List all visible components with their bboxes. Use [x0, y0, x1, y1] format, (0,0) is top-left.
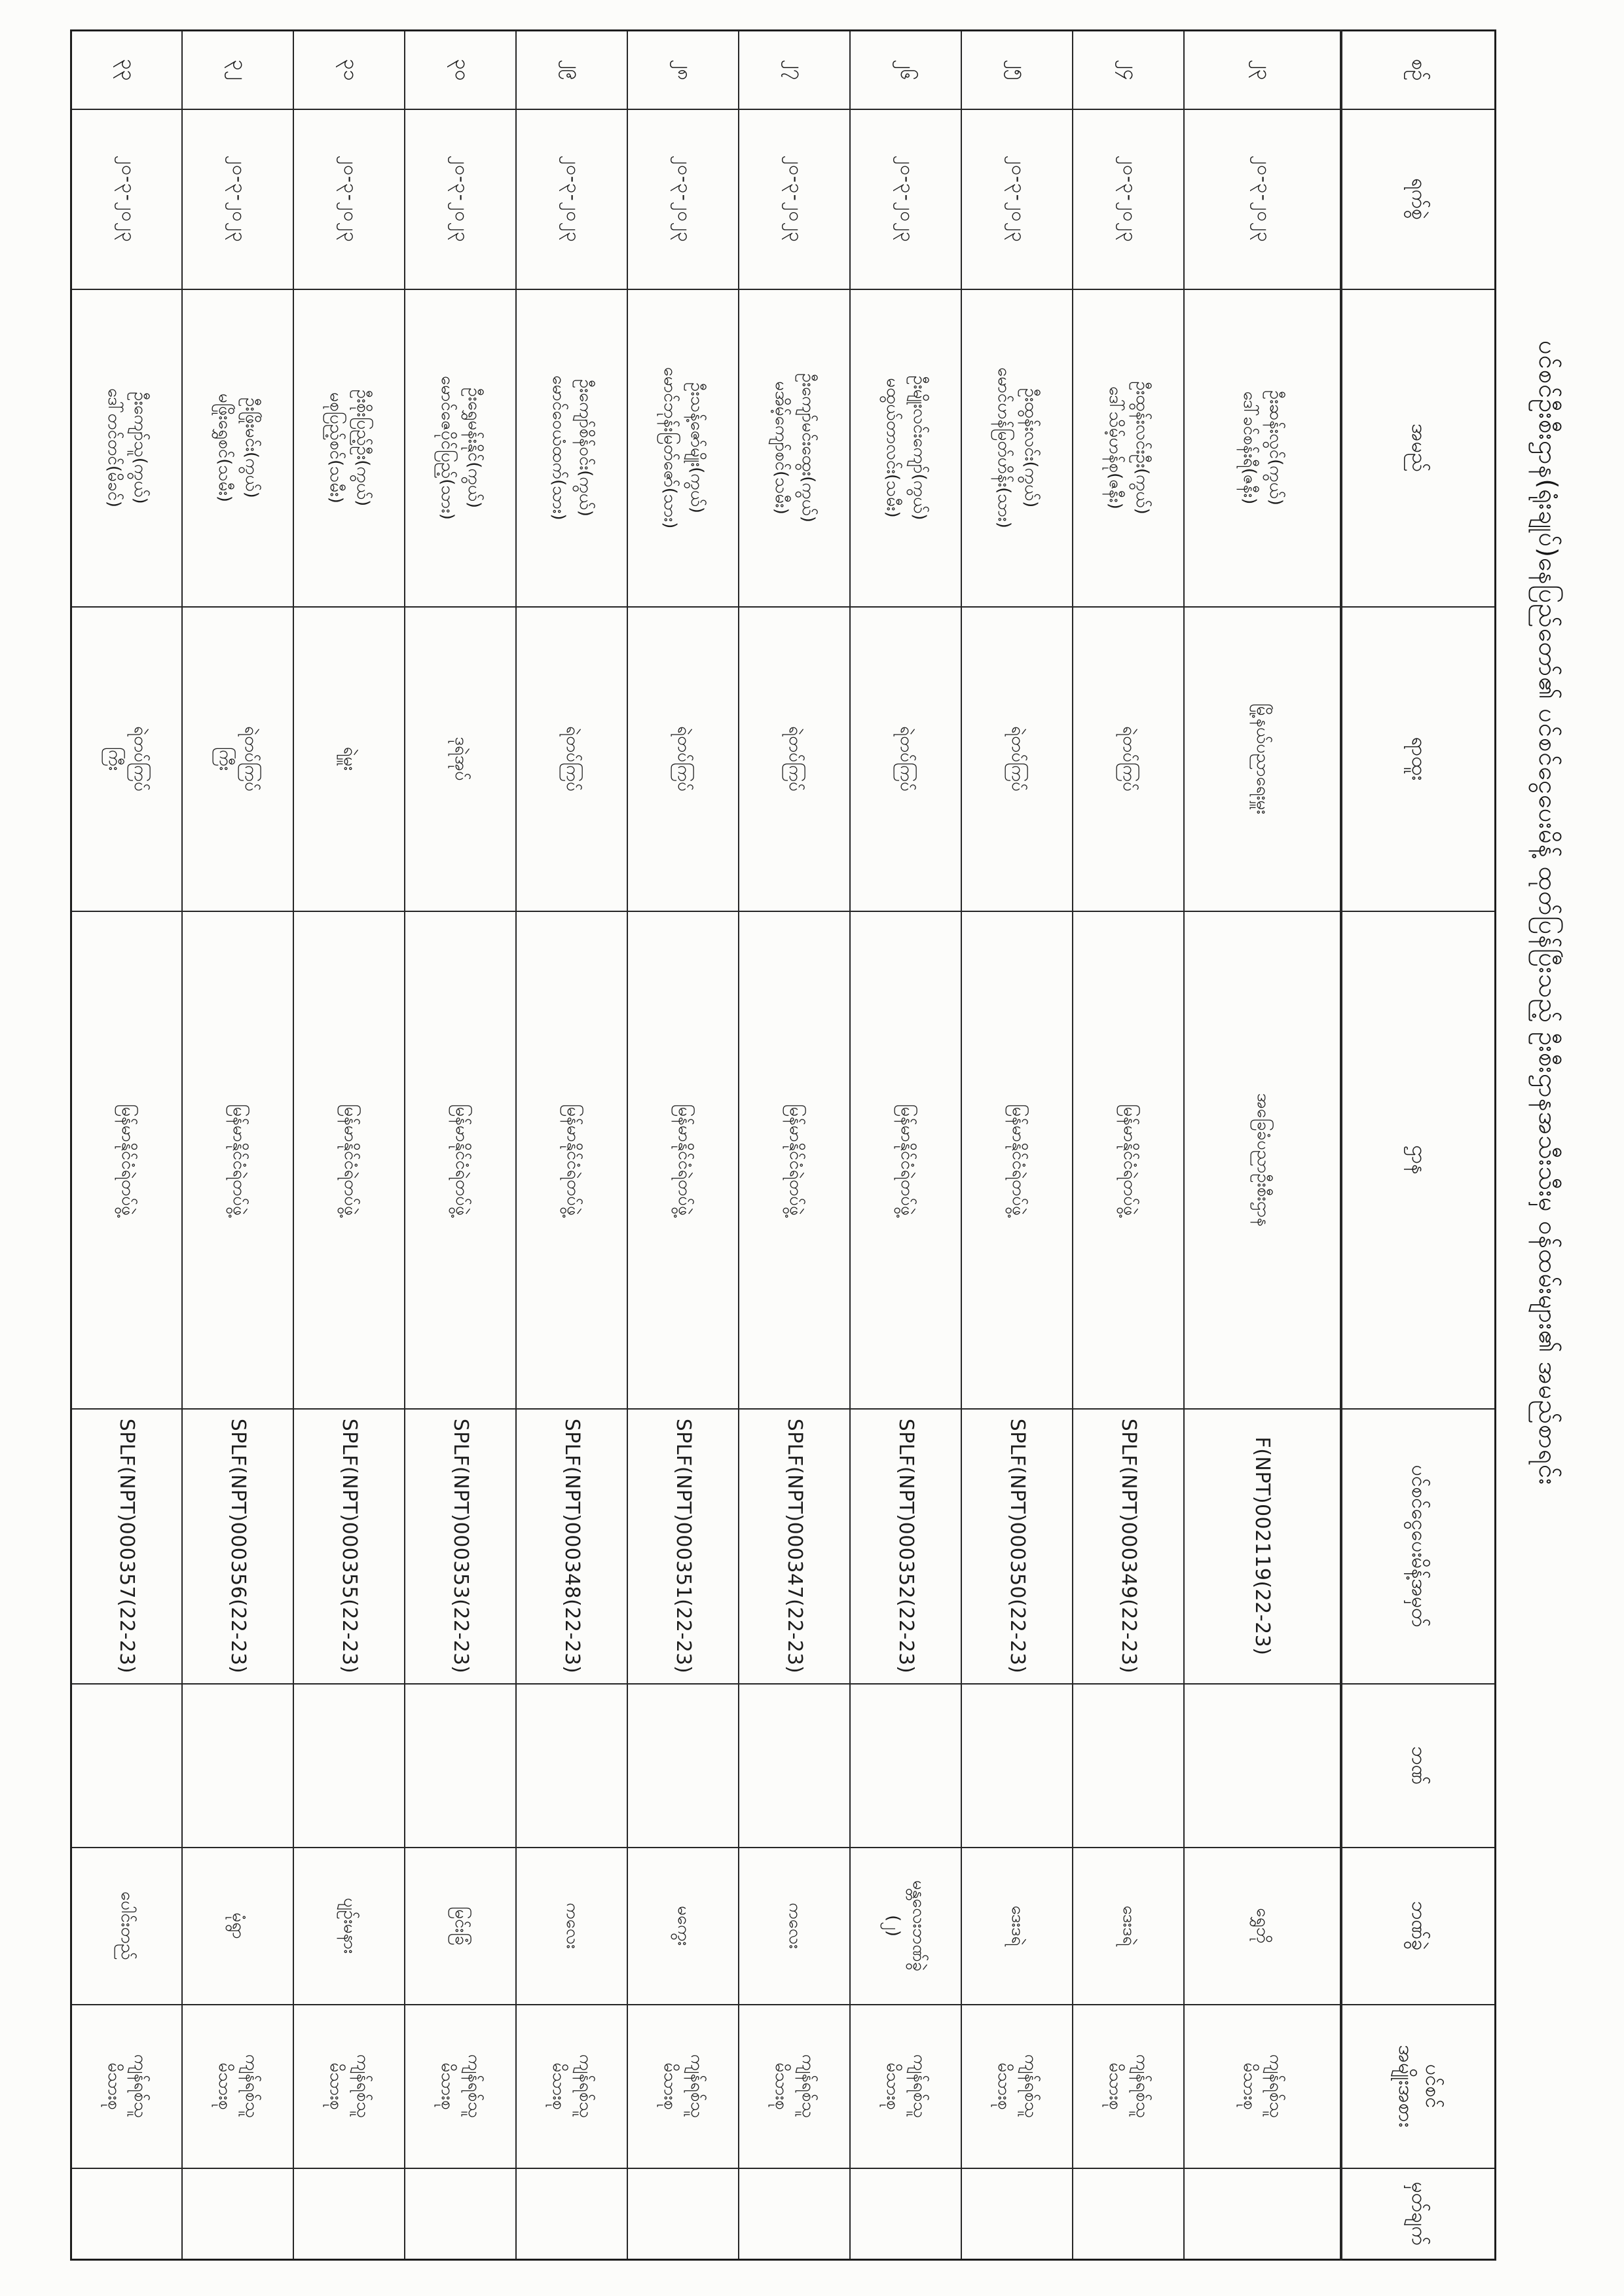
cell-sn	[1185, 31, 1342, 109]
cell-text: ဦးမျိုးလင်းကျော်(ကွယ်)	[909, 375, 929, 520]
cell-text: ၂၄	[1118, 59, 1141, 81]
cell-text: ၂၀-၃-၂၀၂၃	[785, 155, 807, 243]
cell-dept	[1073, 911, 1185, 1409]
cell-remark	[962, 2168, 1073, 2260]
cell-text: ဒုရဲအုပ်	[451, 737, 471, 781]
cell-text: ၂၀-၃-၂၀၂၃	[340, 155, 362, 243]
cell-date	[294, 109, 405, 289]
cell-text: ကျန်ရစ်သူ	[241, 2054, 261, 2119]
cell-text: ၂၀-၃-၂၀၂၃	[1008, 155, 1030, 243]
cell-branch	[517, 1848, 628, 2005]
column-header-dept	[1342, 911, 1496, 1409]
cell-text: ၂၉	[562, 59, 585, 81]
cell-text: SPLF(NPT)000351(22-23)	[672, 1418, 695, 1674]
cell-text: မန္တလေးဘဏ်ခွဲ	[909, 1880, 929, 1972]
cell-ptype	[1185, 2005, 1342, 2168]
cell-text-line2: မိသားစု	[215, 2062, 235, 2110]
column-header-label: ရာထူး	[1407, 737, 1431, 781]
column-header-label-line2: အမျိုးအစား	[1394, 2045, 1418, 2128]
cell-ptype	[183, 2005, 294, 2168]
cell-text: ကျန်ရစ်သူ	[464, 2054, 484, 2119]
cell-text: ရဲတပ်ကြပ်	[130, 726, 150, 792]
cell-sn	[628, 31, 739, 109]
cell-rank	[739, 607, 851, 911]
cell-text-line2: ဒေါ်ခင်စန်းရီ(ဇနီး)	[1240, 391, 1259, 505]
cell-ptype	[405, 2005, 517, 2168]
cell-text: SPLF(NPT)000356(22-23)	[227, 1418, 249, 1674]
cell-dept	[628, 911, 739, 1409]
cell-text: အခြေခံပညာဦးစီးဌာန	[1253, 1093, 1274, 1227]
cell-text: ၃၁	[339, 58, 362, 81]
cell-text-line2: မောင်ဟန်မြတ်ဟိန်း(သား)	[994, 367, 1014, 528]
cell-text: မြန်မာနိုင်ငံရဲတပ်ဖွဲ့	[118, 1104, 138, 1216]
cell-text: ၂၃	[1252, 59, 1276, 81]
cell-text: ရဲတပ်ကြပ်	[1119, 726, 1139, 792]
cell-payno	[517, 1409, 628, 1684]
cell-text: ဦးကျော်သူ(ကွယ်)	[130, 392, 151, 504]
cell-dept	[71, 911, 183, 1409]
cell-text: ဦးထွန်းလင်းဦး(ကွယ်)	[1132, 381, 1152, 515]
cell-text: မြန်မာနိုင်ငံရဲတပ်ဖွဲ့	[674, 1104, 694, 1216]
cell-remark	[739, 2168, 851, 2260]
cell-remark	[1073, 2168, 1185, 2260]
cell-bank	[71, 1684, 183, 1848]
cell-text: SPLF(NPT)000355(22-23)	[338, 1418, 361, 1674]
cell-branch	[1073, 1848, 1185, 2005]
table-row	[294, 31, 405, 2260]
table-row	[962, 31, 1073, 2260]
cell-payno	[962, 1409, 1073, 1684]
cell-text: ၂၀-၃-၂၀၂၃	[229, 155, 251, 243]
cell-ptype	[628, 2005, 739, 2168]
cell-sn	[294, 31, 405, 109]
column-header-bank	[1342, 1684, 1496, 1848]
cell-text: ရဲတပ်ကြပ်	[674, 726, 693, 792]
cell-bank	[405, 1684, 517, 1848]
column-header-label: ဘဏ်ခွဲ	[1407, 1901, 1431, 1951]
table-row	[851, 31, 962, 2260]
cell-text: ကျန်ရစ်သူ	[909, 2054, 929, 2119]
cell-text: ၃၃	[117, 58, 140, 81]
cell-rank	[1073, 607, 1185, 911]
cell-remark	[628, 2168, 739, 2260]
cell-text: ကျန်ရစ်သူ	[686, 2054, 707, 2119]
cell-rank	[962, 607, 1073, 911]
column-header-name	[1342, 289, 1496, 607]
cell-bank	[1185, 1684, 1342, 1848]
cell-name	[1073, 289, 1185, 607]
cell-name	[405, 289, 517, 607]
cell-text: မြန်မာနိုင်ငံရဲတပ်ဖွဲ့	[1120, 1104, 1139, 1216]
cell-text: ဦးသန့်ဇော်မျိုး(ကွယ်)	[686, 382, 707, 514]
cell-date	[183, 109, 294, 289]
cell-remark	[294, 2168, 405, 2260]
cell-dept	[517, 911, 628, 1409]
column-header-label: ဘဏ်	[1407, 1745, 1431, 1785]
cell-text-line2: ဒေါ်တင်တင်(မိခင်)	[103, 388, 124, 508]
cell-text-line2: ကြီး	[104, 746, 124, 771]
cell-text-line2: မောင်ဝေယံထက်(သား)	[549, 375, 569, 520]
cell-dept	[962, 911, 1073, 1409]
cell-text: ရဲတပ်ကြပ်	[785, 726, 805, 792]
cell-text-line2: မိသားစု	[1105, 2062, 1126, 2110]
cell-text: ကျန်ရစ်သူ	[1020, 2054, 1041, 2119]
cell-text-line2: မိသားစု	[326, 2062, 346, 2110]
cell-payno	[628, 1409, 739, 1684]
cell-date	[1185, 109, 1342, 289]
cell-text: ဦးကျော်စိန်ဝင်း(ကွယ်)	[575, 378, 595, 517]
cell-payno	[183, 1409, 294, 1684]
cell-branch	[183, 1848, 294, 2005]
cell-text: ရဲတပ်ကြပ်	[1008, 726, 1027, 792]
cell-text: မြန်မာနိုင်ငံရဲတပ်ဖွဲ့	[786, 1104, 805, 1216]
table-row	[517, 31, 628, 2260]
pension-list-table	[70, 29, 1496, 2261]
cell-date	[962, 109, 1073, 289]
cell-text: ကျန်ရစ်သူ	[798, 2054, 818, 2119]
table-row	[628, 31, 739, 2260]
cell-text-line2: မိသားစု	[883, 2062, 903, 2110]
column-header-label: အမည်	[1407, 424, 1431, 472]
cell-text: ရဲတပ်ကြပ်	[241, 726, 261, 792]
cell-payno	[71, 1409, 183, 1684]
cell-remark	[183, 2168, 294, 2260]
cell-text: ပျဉ်းမနား	[340, 1897, 360, 1954]
cell-text: ၂၀-၃-၂၀၂၃	[674, 155, 696, 243]
cell-text: မြန်မာနိုင်ငံရဲတပ်ဖွဲ့	[229, 1104, 249, 1216]
cell-text: ကျန်ရစ်သူ	[1266, 2054, 1286, 2119]
cell-text-line2: မစုပြည့်စင်(သမီး)	[326, 392, 346, 503]
cell-text-line2: မိသားစု	[437, 2062, 458, 2110]
column-header-label: စဉ်	[1407, 58, 1431, 81]
cell-text: SPLF(NPT)000357(22-23)	[115, 1418, 139, 1674]
cell-sn	[851, 31, 962, 109]
cell-text: ၂၆	[896, 59, 919, 81]
cell-text-line2: ကြီး	[215, 746, 236, 771]
cell-bank	[1073, 1684, 1185, 1848]
cell-date	[628, 109, 739, 289]
cell-dept	[739, 911, 851, 1409]
table-row	[183, 31, 294, 2260]
cell-text: မြန်မာနိုင်ငံရဲတပ်ဖွဲ့	[563, 1104, 583, 1216]
cell-ptype	[739, 2005, 851, 2168]
cell-text-line2: မအိမ့်ကျော်စင်(သမီး)	[771, 381, 792, 515]
cell-bank	[183, 1684, 294, 1848]
cell-text: ၂၀-၃-၂၀၂၃	[1253, 155, 1275, 243]
column-header-label: မှတ်ချက်	[1407, 2181, 1431, 2246]
table-row	[405, 31, 517, 2260]
cell-rank	[405, 607, 517, 911]
cell-name	[739, 289, 851, 607]
cell-branch	[739, 1848, 851, 2005]
cell-text: ရဲတပ်ကြပ်	[896, 726, 916, 792]
cell-branch	[405, 1848, 517, 2005]
table-row	[739, 31, 851, 2260]
cell-text: မြန်မာနိုင်ငံရဲတပ်ဖွဲ့	[452, 1104, 471, 1216]
cell-remark	[851, 2168, 962, 2260]
column-header-remark	[1342, 2168, 1496, 2260]
cell-name	[1185, 289, 1342, 607]
cell-payno	[739, 1409, 851, 1684]
cell-dept	[851, 911, 962, 1409]
cell-text: မြန်မာနိုင်ငံရဲတပ်ဖွဲ့	[897, 1104, 917, 1216]
cell-text-line2: ဒေါ်သိမ့်ဟန်စု(ဇနီး)	[1105, 386, 1126, 509]
cell-text: မကွေး	[674, 1905, 693, 1946]
cell-sn	[962, 31, 1073, 109]
cell-text: မြို့နယ်ပညာရေးမှူး	[1253, 703, 1273, 814]
cell-remark	[1185, 2168, 1342, 2260]
cell-text: SPLF(NPT)000353(22-23)	[449, 1418, 472, 1674]
cell-rank	[517, 607, 628, 911]
cell-date	[739, 109, 851, 289]
cell-text: ဒေးဒရဲ	[1119, 1905, 1139, 1946]
cell-bank	[294, 1684, 405, 1848]
cell-date	[71, 109, 183, 289]
cell-text: မြန်မာနိုင်ငံရဲတပ်ဖွဲ့	[341, 1104, 360, 1216]
cell-rank	[628, 607, 739, 911]
cell-name	[628, 289, 739, 607]
cell-dept	[183, 911, 294, 1409]
cell-text-line2: မိသားစု	[771, 2062, 792, 2110]
column-header-label: ပင်စင်ငွေပေးမိန့်အမှတ်	[1407, 1465, 1431, 1628]
column-header-payno	[1342, 1409, 1496, 1684]
cell-ptype	[1073, 2005, 1185, 2168]
cell-text: ၃၀	[451, 58, 473, 81]
table-row	[1185, 31, 1342, 2260]
cell-text: ဦးထွန်းလင်း(ကွယ်)	[1020, 388, 1041, 508]
cell-text-line2: မဖြိုးရွှေစင်(သမီး)	[215, 393, 235, 503]
cell-text-line2: မောင်ဇေပိုင်ပြည့်(သား)	[437, 376, 458, 520]
cell-text: ကျန်ရစ်သူ	[352, 2054, 373, 2119]
column-header-sn	[1342, 31, 1496, 109]
cell-text-line2: မောင်ဘုန်းမြတ်ဇော်(သား)	[660, 367, 680, 529]
cell-bank	[739, 1684, 851, 1848]
cell-text: ဦးရွှေမန်းနိုင်(ကွယ်)	[464, 387, 484, 509]
column-header-rank	[1342, 607, 1496, 911]
cell-remark	[517, 2168, 628, 2260]
table-row	[71, 31, 183, 2260]
cell-name	[962, 289, 1073, 607]
cell-text: F(NPT)002119(22-23)	[1251, 1436, 1274, 1656]
cell-text-line2: (၂)	[883, 1914, 904, 1937]
cell-text: ၂၀-၃-၂၀၂၃	[117, 155, 139, 243]
cell-rank	[1185, 607, 1342, 911]
cell-text: ဦးကျော်မင်းထွေး(ကွယ်)	[798, 373, 818, 523]
cell-branch	[628, 1848, 739, 2005]
cell-date	[1073, 109, 1185, 289]
cell-ptype	[71, 2005, 183, 2168]
column-header-label: ရက်စွဲ	[1407, 178, 1431, 220]
cell-text: SPLF(NPT)000347(22-23)	[783, 1418, 806, 1674]
cell-sn	[739, 31, 851, 109]
cell-dept	[294, 911, 405, 1409]
cell-text-line2: မိသားစု	[549, 2062, 569, 2110]
column-header-date	[1342, 109, 1496, 289]
column-header-label: ဌာန	[1407, 1145, 1431, 1175]
cell-text: ဒေးဒရဲ	[1008, 1905, 1027, 1946]
cell-text: ၂၀-၃-၂၀၂၃	[1119, 155, 1141, 243]
column-header-label: ပင်စင်	[1420, 2064, 1444, 2109]
cell-date	[517, 109, 628, 289]
cell-name	[851, 289, 962, 607]
cell-text: SPLF(NPT)000348(22-23)	[561, 1418, 583, 1674]
cell-text: ကျန်ရစ်သူ	[575, 2054, 595, 2119]
cell-text-line2: မိသားစု	[994, 2062, 1014, 2110]
cell-text: ဦးစိုးပြည့်ဦး(ကွယ်)	[352, 389, 373, 507]
cell-text-line2: မိသားစု	[1240, 2062, 1259, 2110]
cell-payno	[851, 1409, 962, 1684]
cell-text: မြန်မာနိုင်ငံရဲတပ်ဖွဲ့	[1008, 1104, 1028, 1216]
cell-text: ၂၀-၃-၂၀၂၃	[896, 155, 919, 243]
cell-text: ရွှေဘို	[1253, 1908, 1273, 1944]
document-title: ပင်စင်ဦးစီးဌာန(ရုံးချုပ်)နေပြည်တော်၏ ပင်စင်ငွေပေးမိန့် ထုတ်ပြန်ပြီးသည့် ဦးစီးဌာနအသီးသီးမှ ဝန်ထမ်းများ၏ အမည်စာရင်း	[1534, 340, 1562, 1485]
cell-text: ဦးဆန်းလွင်(ကွယ်)	[1266, 390, 1286, 505]
cell-rank	[183, 607, 294, 911]
cell-text: ပေါင်းတည်	[117, 1891, 138, 1960]
cell-name	[517, 289, 628, 607]
cell-bank	[628, 1684, 739, 1848]
cell-text: ၂၀-၃-၂၀၂၃	[451, 155, 473, 243]
cell-dept	[405, 911, 517, 1409]
cell-name	[71, 289, 183, 607]
cell-remark	[405, 2168, 517, 2260]
cell-text: ရဲမှူး	[340, 746, 360, 771]
cell-date	[405, 109, 517, 289]
cell-text-line2: မိသားစု	[103, 2062, 124, 2110]
cell-text: မြင်းခြံ	[451, 1906, 471, 1946]
cell-text: ၂၀-၃-၂၀၂၃	[563, 155, 585, 243]
cell-bank	[851, 1684, 962, 1848]
cell-ptype	[962, 2005, 1073, 2168]
cell-text: ၂၈	[673, 59, 696, 81]
cell-text: ၂၇	[784, 59, 807, 81]
cell-ptype	[851, 2005, 962, 2168]
cell-sn	[1073, 31, 1185, 109]
cell-text: ကလေး	[563, 1903, 582, 1949]
cell-rank	[851, 607, 962, 911]
cell-bank	[517, 1684, 628, 1848]
column-header-ptype	[1342, 2005, 1496, 2168]
cell-text: SPLF(NPT)000352(22-23)	[895, 1418, 917, 1674]
cell-name	[294, 289, 405, 607]
cell-payno	[294, 1409, 405, 1684]
table-row	[1073, 31, 1185, 2260]
cell-text: ၃၂	[228, 59, 251, 81]
cell-payno	[405, 1409, 517, 1684]
cell-ptype	[517, 2005, 628, 2168]
cell-branch	[294, 1848, 405, 2005]
cell-sn	[71, 31, 183, 109]
cell-text-line2: မထွယ်တာလင်း(သမီး)	[883, 378, 903, 518]
cell-text: ကလေး	[785, 1903, 805, 1949]
cell-text: ကျန်ရစ်သူ	[130, 2054, 151, 2119]
cell-branch	[71, 1848, 183, 2005]
cell-text: ၂၅	[1007, 59, 1030, 81]
cell-bank	[962, 1684, 1073, 1848]
cell-text-line2: မိသားစု	[660, 2062, 680, 2110]
cell-dept	[1185, 911, 1342, 1409]
cell-branch	[962, 1848, 1073, 2005]
cell-name	[183, 289, 294, 607]
cell-remark	[71, 2168, 183, 2260]
cell-text: SPLF(NPT)000350(22-23)	[1006, 1418, 1029, 1674]
column-header-branch	[1342, 1848, 1496, 2005]
cell-sn	[517, 31, 628, 109]
cell-branch	[1185, 1848, 1342, 2005]
cell-text: ကျန်ရစ်သူ	[1132, 2054, 1152, 2119]
cell-payno	[1185, 1409, 1342, 1684]
table-header-row	[1342, 31, 1496, 2260]
cell-text: SPLF(NPT)000349(22-23)	[1117, 1418, 1140, 1674]
cell-text: မုံရွာ	[229, 1912, 248, 1939]
cell-ptype	[294, 2005, 405, 2168]
cell-rank	[71, 607, 183, 911]
cell-text: ဦးဖြိုးမင်း(ကွယ်)	[241, 397, 261, 498]
cell-payno	[1073, 1409, 1185, 1684]
cell-text: ရဲတပ်ကြပ်	[563, 726, 582, 792]
cell-rank	[294, 607, 405, 911]
cell-sn	[405, 31, 517, 109]
cell-sn	[183, 31, 294, 109]
cell-date	[851, 109, 962, 289]
cell-branch	[851, 1848, 962, 2005]
